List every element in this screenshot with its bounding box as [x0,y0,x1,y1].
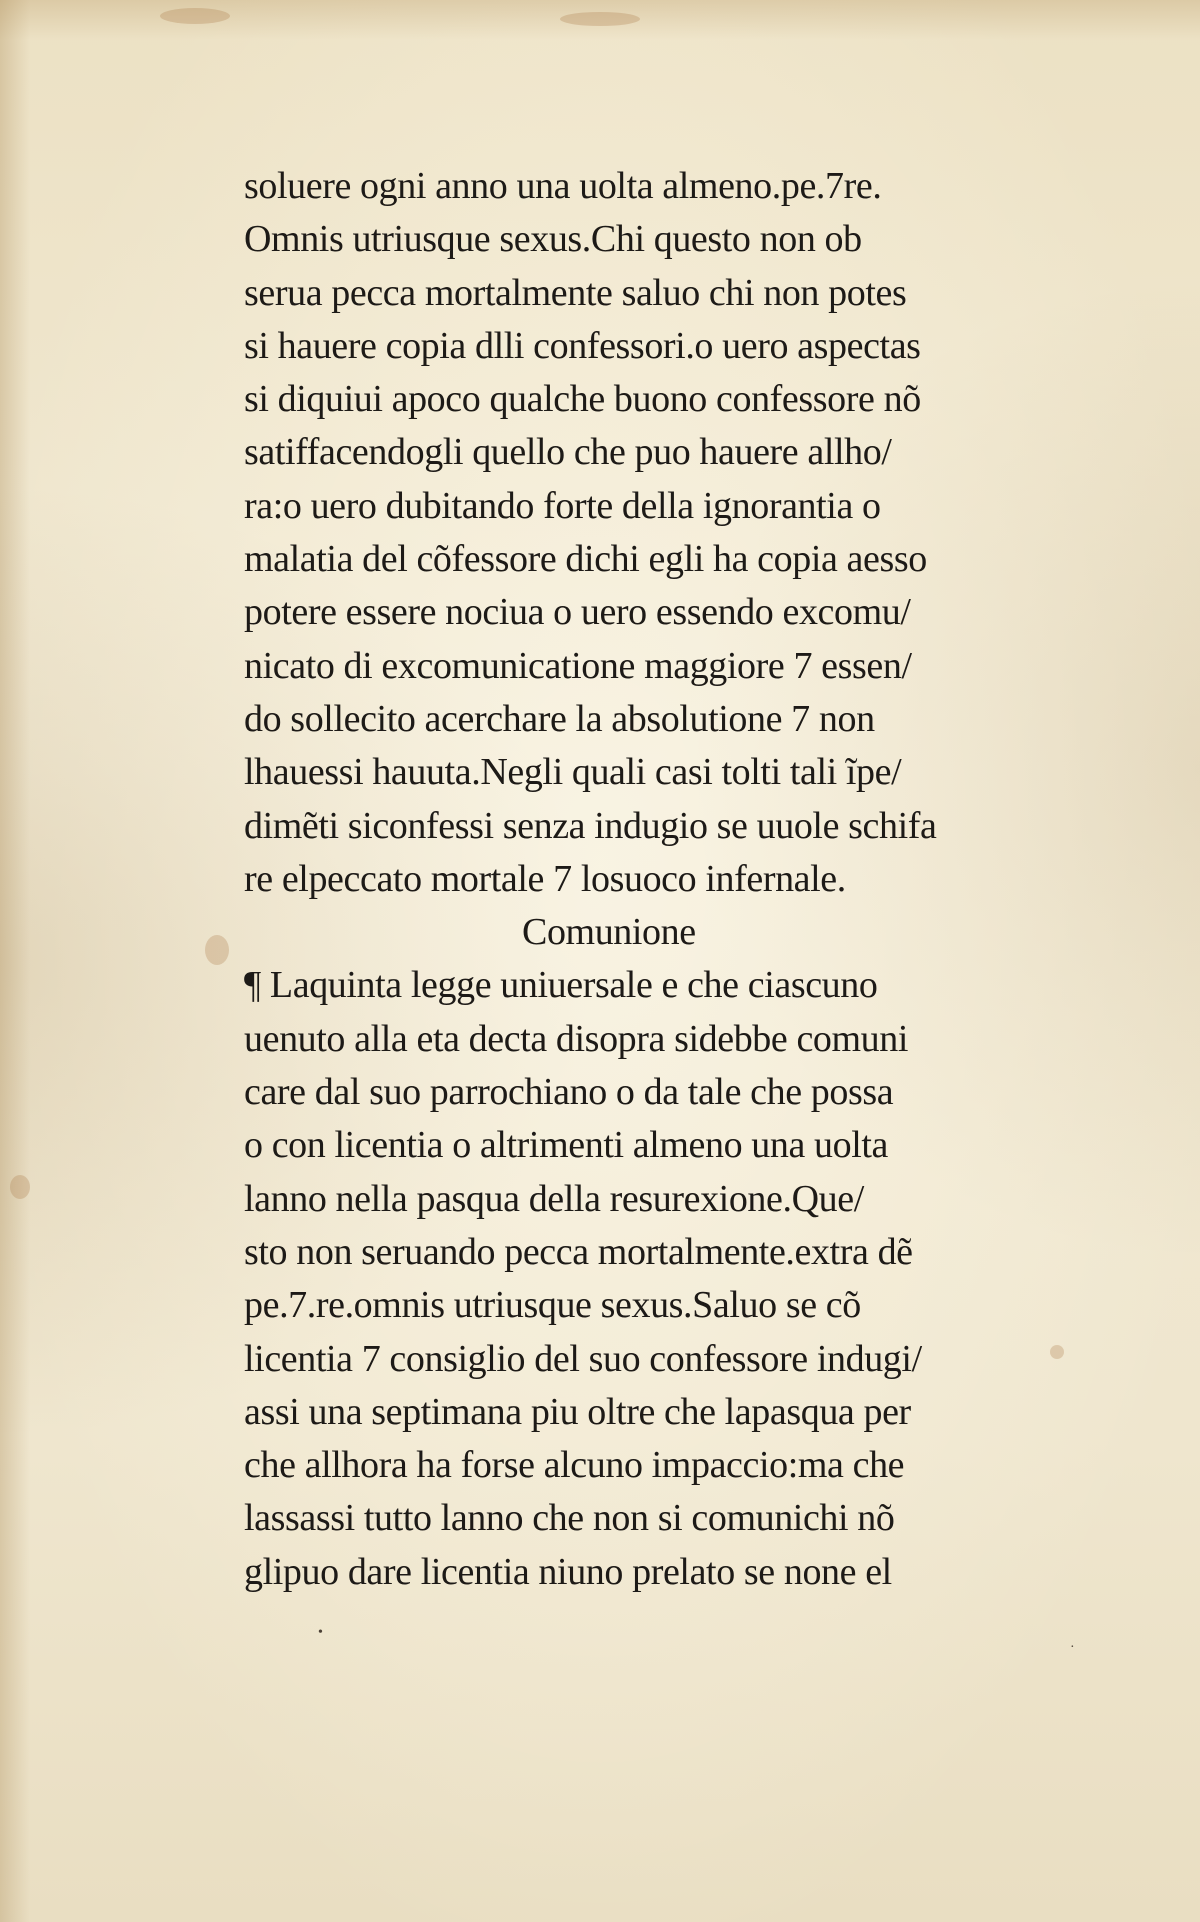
text-line: licentia 7 consiglio del suo confessore indugi/ [244,1337,922,1380]
text-column [244,160,1084,1599]
text-line: satiffacendogli quello che puo hauere allho/ [244,431,892,474]
text-line: care dal suo parrochiano o da tale che possa [244,1071,894,1114]
paper-stain [560,12,640,26]
text-line: uenuto alla eta decta disopra sidebbe comuni [244,1017,909,1060]
text-line: serua pecca mortalmente saluo chi non potes [244,271,907,314]
text-line: potere essere nociua o uero essendo excomu/ [244,591,911,634]
ink-speck: • [318,1625,323,1640]
text-line: re elpeccato mortale 7 losuoco infernale. [244,857,846,900]
section-heading: Comunione [522,911,696,954]
text-line: lanno nella pasqua della resurexione.Que/ [244,1177,864,1220]
text-line: ra:o uero dubitando forte della ignorantia o [244,484,881,527]
text-line: lassassi tutto lanno che non si comunichi nõ [244,1497,895,1540]
page-left-edge [0,0,30,1922]
text-line: soluere ogni anno una uolta almeno.pe.7re. [244,165,882,207]
paper-stain [10,1175,30,1199]
text-line: dimẽti siconfessi senza indugio se uuole schifa [244,804,937,847]
text-line: lhauessi hauuta.Negli quali casi tolti tali ĩpe/ [244,751,902,794]
text-line: si hauere copia dlli confessori.o uero aspectas [244,324,921,367]
text-line: assi una septimana piu oltre che lapasqua per [244,1390,911,1433]
paper-stain [205,935,229,965]
text-line: do sollecito acerchare la absolutione 7 non [244,697,875,740]
text-line: Omnis utriusque sexus.Chi questo non ob [244,218,862,261]
text-line: nicato di excomunicatione maggiore 7 essen/ [244,644,912,687]
text-line: che allhora ha forse alcuno impaccio:ma che [244,1444,905,1487]
text-line: pe.7.re.omnis utriusque sexus.Saluo se cõ [244,1284,861,1327]
text-line: si diquiui apoco qualche buono confessore nõ [244,378,921,421]
text-line: o con licentia o altrimenti almeno una uolta [244,1124,889,1167]
text-line: glipuo dare licentia niuno prelato se none el [244,1550,892,1593]
text-line: malatia del cõfessore dichi egli ha copia aesso [244,538,927,581]
text-line: sto non seruando pecca mortalmente.extra dẽ [244,1230,913,1273]
text-line: ¶ Laquinta legge uniuersale e che ciascuno [244,964,878,1007]
ink-speck: · [1070,1640,1075,1655]
paper-stain [160,8,230,24]
